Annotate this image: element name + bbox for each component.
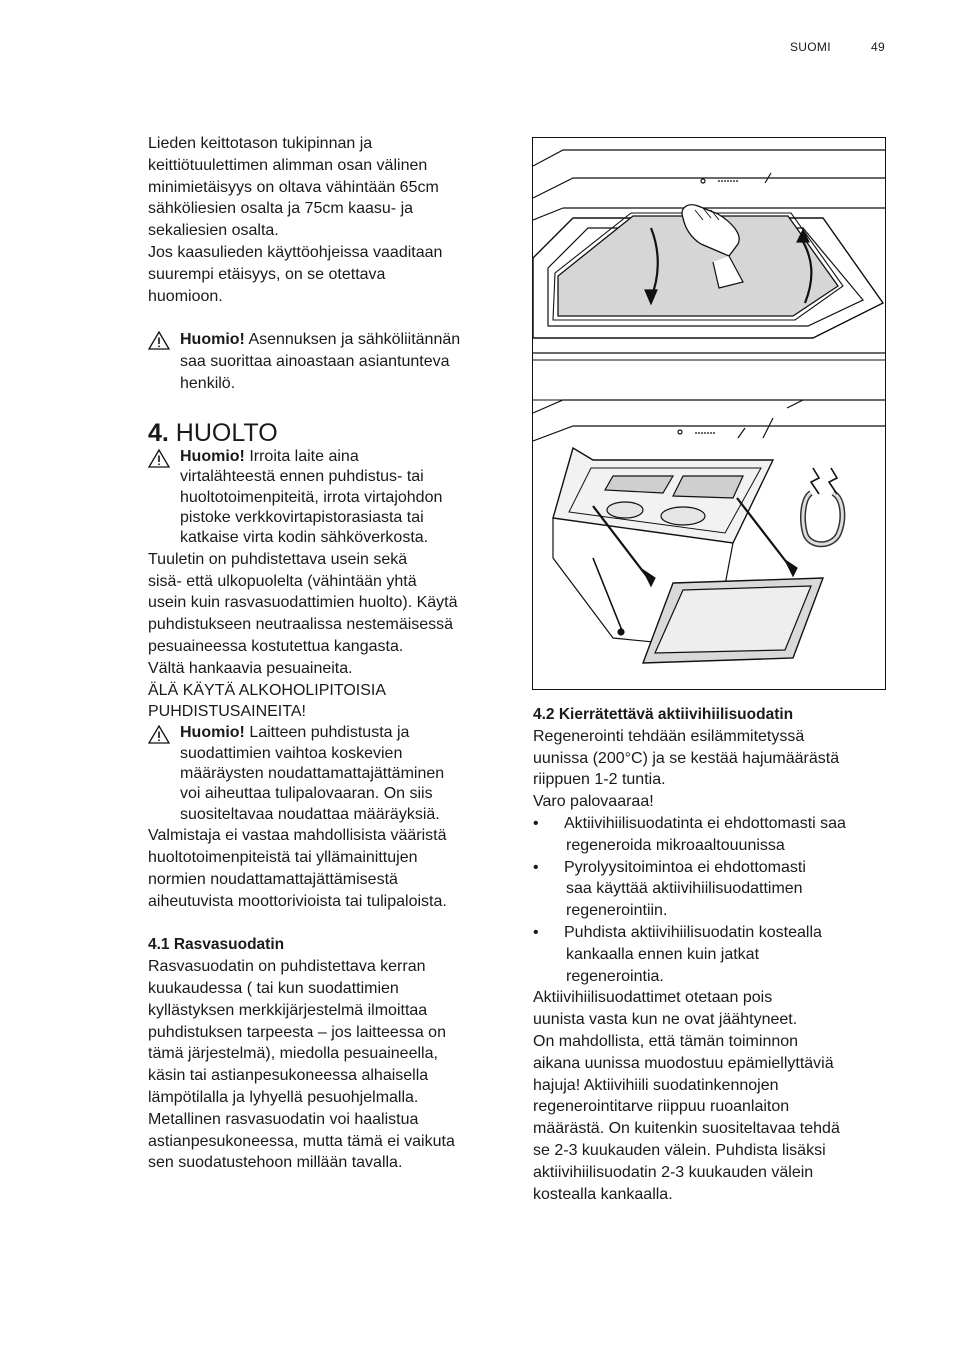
page-number: 49 — [871, 40, 885, 54]
grease-filter-line: astianpesukoneessa, mutta tämä ei vaikuta — [148, 1132, 455, 1150]
grease-filter-diagram — [533, 150, 886, 338]
carbon-filter-line: kostealla kankaalla. — [533, 1185, 673, 1203]
intro-line: huomioon. — [148, 287, 223, 305]
intro-line: Jos kaasulieden käyttöohjeissa vaaditaan — [148, 243, 443, 261]
grease-filter-line: tämä järjestelmä), miedolla pesuaineella, — [148, 1045, 438, 1063]
intro-line: minimietäisyys on oltava vähintään 65cm — [148, 178, 439, 196]
warning-fire-risk — [148, 723, 508, 825]
intro-line: sekaliesien osalta. — [148, 222, 279, 240]
bullet-symbol: • — [533, 923, 539, 941]
carbon-filter-line: Aktiivihiilisuodattimet otetaan pois — [533, 989, 773, 1007]
intro-line: sähköliesien osalta ja 75cm kaasu- ja — [148, 200, 414, 218]
warning-text: katkaise virta kodin sähköverkosta. — [180, 529, 429, 547]
bullet-symbol: • — [533, 814, 539, 832]
intro-line: Lieden keittotason tukipinnan ja — [148, 135, 373, 152]
hood-illustration-svg — [533, 138, 886, 690]
grease-filter-line: Rasvasuodatin on puhdistettava kerran — [148, 958, 426, 976]
carbon-filter-intro — [533, 726, 893, 813]
carbon-filter-outro — [533, 987, 893, 1205]
intro-text — [148, 133, 508, 307]
grease-filter-line: lämpötilalla ja lyhyellä pesuohjelmalla. — [148, 1088, 419, 1106]
warning-triangle-icon — [148, 331, 170, 350]
carbon-filter-line: Varo palovaaraa! — [533, 793, 654, 811]
warning-text: virtalähteestä ennen puhdistus- tai — [180, 468, 424, 486]
carbon-filter-line: aktiivihiilisuodatin 2-3 kuukauden välein — [533, 1163, 814, 1181]
bullet-text: kankaalla ennen kuin jatkat — [566, 945, 760, 963]
liability-text — [148, 825, 508, 912]
carbon-filter-line: se 2-3 kuukauden välein. Puhdista lisäksi — [533, 1141, 826, 1159]
bullet-text: Aktiivihiilisuodatinta ei ehdottomasti saa — [564, 814, 846, 832]
cleaning-line: ÄLÄ KÄYTÄ ALKOHOLIPITOISIA — [148, 681, 387, 699]
cleaning-line: sisä- että ulkopuolelta (vähintään yhtä — [148, 572, 417, 590]
subsection-title-carbon-filter: 4.2 Kierrätettävä aktiivihiilisuodatin — [533, 706, 794, 723]
section-number: 4. — [148, 418, 169, 447]
warning-installation — [148, 329, 508, 394]
warning-text: huoltotoimenpiteitä, irrota virtajohdon — [180, 488, 443, 506]
carbon-filter-line: uunissa (200°C) ja se kestää hajumäärästä — [533, 749, 840, 767]
carbon-filter-line: uunista vasta kun ne ovat jäähtyneet. — [533, 1011, 798, 1029]
warning-text: suositeltavaa noudattaa määräyksiä. — [180, 805, 440, 823]
warning-label: Huomio! — [180, 331, 245, 349]
bullet-text: saa käyttää aktiivihiilisuodattimen — [566, 880, 803, 898]
bullet-text: Pyrolyysitoimintoa ei ehdottomasti — [564, 858, 806, 876]
liability-line: aiheutuvista moottorivioista tai tulipaloista. — [148, 892, 447, 910]
carbon-filter-line: Regenerointi tehdään esilämmitetyssä — [533, 727, 805, 745]
liability-line: huoltotoimenpiteistä tai yllämainittujen — [148, 849, 418, 866]
warning-triangle-icon — [148, 449, 170, 468]
grease-filter-line: Metallinen rasvasuodatin voi haalistua — [148, 1110, 419, 1128]
liability-line: Valmistaja ei vastaa mahdollisista vääristä — [148, 827, 447, 845]
warning-text: Asennuksen ja sähköliitännän — [244, 331, 461, 349]
cleaning-line: Vältä hankaavia pesuaineita. — [148, 659, 353, 677]
bullet-text: regeneroida mikroaaltouunissa — [566, 836, 785, 854]
warning-disconnect — [148, 447, 508, 549]
liability-line: normien noudattamattajättämisestä — [148, 870, 398, 888]
warning-text: määräysten noudattamattajättäminen — [180, 764, 445, 782]
grease-filter-text — [148, 956, 508, 1174]
header-section: SUOMI — [790, 40, 831, 54]
cleaning-text — [148, 549, 508, 723]
grease-filter-line: kyllästyksen merkkijärjestelmä ilmoittaa — [148, 1001, 428, 1019]
carbon-filter-line: regenerointitarve riippuu ruoanlaiton — [533, 1098, 790, 1116]
warning-text: voi aiheuttaa tulipalovaaran. On siis — [180, 785, 433, 803]
cleaning-line: usein kuin rasvasuodattimien huolto). Käytä — [148, 594, 458, 612]
cleaning-line: pesuaineessa kostutettua kangasta. — [148, 637, 404, 655]
left-column — [148, 133, 508, 1174]
cleaning-line: puhdistukseen neutraalissa nestemäisessä — [148, 616, 454, 634]
carbon-filter-line: määrästä. On kuitenkin suositeltavaa tehdä — [533, 1120, 840, 1138]
warning-text: pistoke verkkovirtapistorasiasta tai — [180, 508, 424, 526]
grease-filter-line: kuukaudessa ( tai kun suodattimien — [148, 979, 399, 997]
cleaning-line: PUHDISTUSAINEITA! — [148, 703, 306, 721]
carbon-filter-bullets — [533, 813, 893, 987]
subsection-title-grease-filter: 4.1 Rasvasuodatin — [148, 936, 285, 954]
carbon-filter-line: On mahdollista, että tämän toiminnon — [533, 1032, 799, 1050]
warning-triangle-icon — [148, 725, 170, 744]
warning-text: suodattimien vaihtoa koskevien — [180, 744, 403, 762]
warning-label: Huomio! — [180, 724, 245, 742]
bullet-text: Puhdista aktiivihiilisuodatin kostealla — [564, 923, 822, 941]
warning-text: Irroita laite aina — [244, 447, 359, 465]
warning-text: henkilö. — [180, 374, 236, 392]
carbon-filter-line: riippuen 1-2 tuntia. — [533, 771, 666, 789]
cleaning-line: Tuuletin on puhdistettava usein sekä — [148, 550, 408, 568]
list-item — [533, 813, 893, 857]
bullet-symbol: • — [533, 858, 539, 876]
carbon-filter-diagram — [533, 400, 886, 663]
section-heading-huolto — [148, 419, 508, 447]
warning-text: Laitteen puhdistusta ja — [244, 724, 410, 742]
list-item — [533, 857, 893, 922]
grease-filter-line: sen suodatustehoon millään tavalla. — [148, 1154, 403, 1172]
intro-line: suurempi etäisyys, on se otettava — [148, 265, 386, 283]
intro-line: keittiötuulettimen alimman osan välinen — [148, 156, 428, 174]
carbon-filter-line: aikana uunissa muodostuu epämiellyttäviä — [533, 1054, 834, 1072]
section-title: HUOLTO — [168, 418, 278, 447]
grease-filter-line: puhdistuksen tarpeesta – jos laitteessa on — [148, 1023, 446, 1041]
right-column — [533, 704, 893, 1205]
warning-label: Huomio! — [180, 447, 245, 465]
carbon-filter-line: hajuja! Aktiivihiili suodatinkennojen — [533, 1076, 779, 1094]
list-item — [533, 922, 893, 987]
bullet-text: regenerointiin. — [566, 902, 668, 920]
bullet-text: regenerointia. — [566, 967, 664, 985]
warning-text: saa suorittaa ainoastaan asiantunteva — [180, 353, 450, 371]
grease-filter-line: käsin tai astianpesukoneessa alhaisella — [148, 1067, 429, 1085]
filter-removal-illustration — [532, 137, 886, 690]
